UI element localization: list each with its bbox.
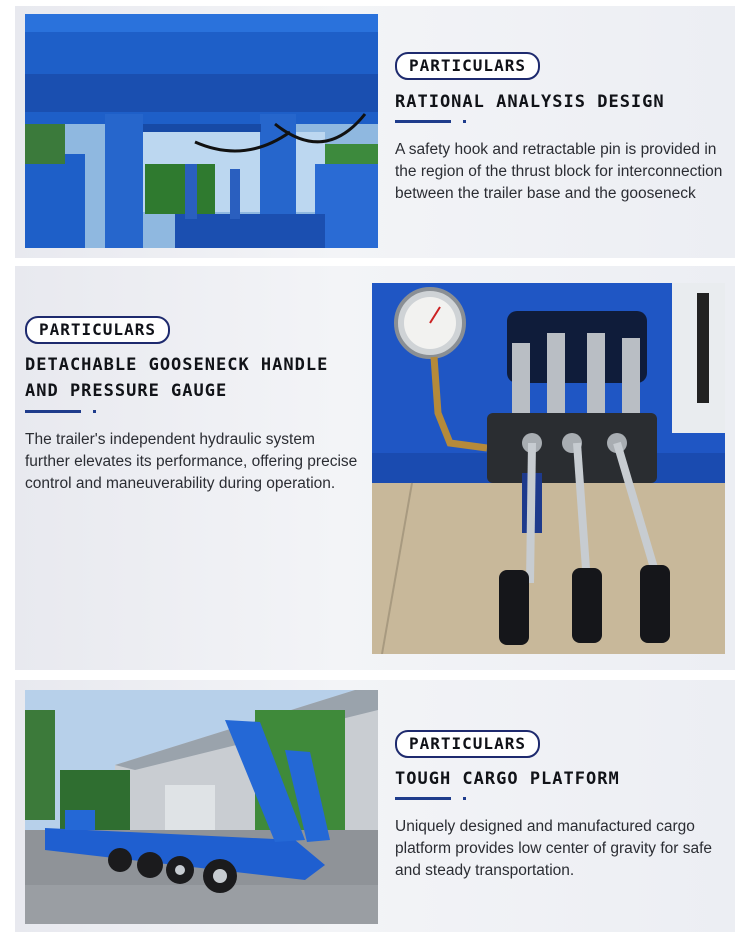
section-title-line-1: DETACHABLE GOOSENECK HANDLE — [25, 355, 329, 375]
section-description: Uniquely designed and manufactured cargo platform provides low center of gravity for safe and steady transportation. — [395, 818, 713, 879]
section-title: TOUGH CARGO PLATFORM — [395, 769, 620, 789]
particulars-tag: PARTICULARS — [395, 52, 540, 80]
section-title: RATIONAL ANALYSIS DESIGN — [395, 92, 665, 112]
particulars-tag: PARTICULARS — [25, 316, 170, 344]
underside-frame-photo — [25, 14, 378, 248]
section-description: A safety hook and retractable pin is provided in the region of the thrust block for interconnection between the trailer base and the gooseneck — [395, 141, 723, 202]
section-title — [25, 352, 328, 404]
section-description: The trailer's independent hydraulic system further elevates its performance, offering precise control and maneuverability during operation. — [25, 431, 358, 492]
lowbed-trailer-photo — [25, 690, 378, 924]
section-title-line-2: AND PRESSURE GAUGE — [25, 381, 228, 401]
particulars-tag: PARTICULARS — [395, 730, 540, 758]
hydraulic-valve-photo — [372, 283, 725, 654]
